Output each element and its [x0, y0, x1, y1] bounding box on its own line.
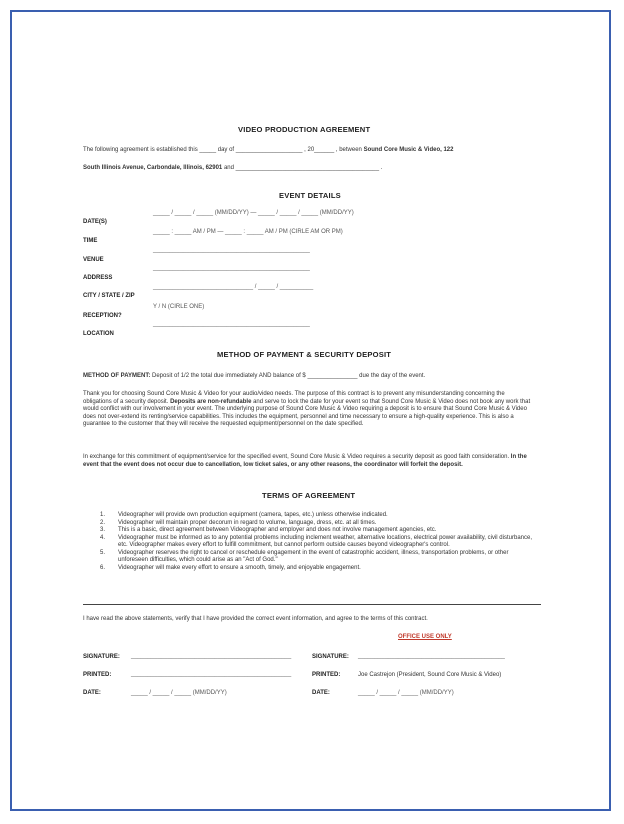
event-field-city [83, 284, 135, 302]
term-text: This is a basic, direct agreement between Videographer and employer and does not involve management agencies, etc. [118, 527, 437, 533]
right-date-field[interactable]: _____ / _____ / _____ (MM/DD/YY) [358, 690, 454, 696]
deposit-text-b: and serve to lock the date for your event so that Sound Core Music & Video does not book any work that would conflict with our involvement in your event. The underlying purpose of Sound Core Music & Video requiring a deposit is to ensure that Sound Core Music & Video does not over-extend its renting/service capabilities. This includes the equipment, personnel and time necessary to ensure a high-quality experience. This is also a guarantee to the customer that they will receive the requested equipment/personnel on the date specified. [83, 398, 531, 428]
term-number: 3. [100, 527, 106, 533]
left-date-field[interactable]: _____ / _____ / _____ (MM/DD/YY) [131, 690, 227, 696]
acknowledgement-text: I have read the above statements, verify that I have provided the correct event information, and agree to the terms of this contract. [83, 616, 428, 622]
left-printed-label: PRINTED: [83, 672, 112, 678]
event-details-heading: EVENT DETAILS [279, 191, 341, 200]
term-item [100, 520, 540, 528]
term-number: 1. [100, 512, 106, 518]
left-signature-label: SIGNATURE: [83, 654, 120, 660]
company-address: South Illinois Avenue, Carbondale, Illinois, 62901 [83, 165, 223, 171]
intro-line-2 [83, 165, 382, 173]
right-printed-value: Joe Castrejon (President, Sound Core Music & Video) [358, 672, 502, 678]
venue-value[interactable]: _______________________________________________ [153, 247, 310, 253]
term-text: Videographer must be informed as to any potential problems including inclement weather, alternative locations, electrical power availability, civil disturbance, etc. Videographer makes every effort to fulfill commitment, but cannot perform outside causes beyond videographer's control. [118, 534, 532, 548]
term-item [100, 512, 540, 520]
event-field-date [83, 210, 107, 228]
term-item [100, 565, 540, 573]
right-date-label: DATE: [312, 690, 330, 696]
city-state-zip-label: CITY / STATE / ZIP [83, 293, 135, 299]
payment-method-text: Deposit of 1/2 the total due immediately AND balance of $ _______________ due the day of the event. [152, 373, 426, 379]
event-field-venue [83, 248, 104, 266]
term-number: 4. [100, 534, 106, 541]
section-divider [83, 604, 541, 605]
term-text: Videographer will maintain proper decorum in regard to volume, language, dress, etc. at all times. [118, 519, 377, 526]
intro-line-1 [83, 147, 453, 155]
term-number: 5. [100, 549, 106, 556]
city-state-zip-value[interactable]: ______________________________ / _____ / __________ [153, 284, 314, 290]
right-signature-label: SIGNATURE: [312, 654, 349, 660]
payment-heading: METHOD OF PAYMENT & SECURITY DEPOSIT [217, 350, 392, 359]
term-text: Videographer will make every effort to ensure a smooth, timely, and enjoyable engagement. [118, 564, 361, 571]
forfeit-paragraph [83, 454, 535, 469]
term-item [100, 527, 540, 535]
intro-text: The following agreement is established this _____ day of ____________________ , 20______ , between [83, 147, 362, 153]
reception-value[interactable]: Y / N (CIRLE ONE) [153, 304, 205, 310]
deposit-paragraph [83, 391, 535, 429]
date-value[interactable]: _____ / _____ / _____ (MM/DD/YY) — _____ / _____ / _____ (MM/DD/YY) [153, 210, 354, 216]
event-field-address [83, 266, 112, 284]
left-date-label: DATE: [83, 690, 101, 696]
office-use-only-label: OFFICE USE ONLY [398, 634, 452, 640]
payment-method-label: METHOD OF PAYMENT: [83, 373, 151, 379]
location-value[interactable]: _______________________________________________ [153, 321, 310, 327]
right-printed-label: PRINTED: [312, 672, 341, 678]
time-value[interactable]: _____ : _____ AM / PM — _____ : _____ AM / PM (CIRLE AM OR PM) [153, 229, 343, 235]
time-label: TIME [83, 238, 98, 244]
reception-label: RECEPTION? [83, 313, 122, 319]
event-field-location [83, 322, 114, 340]
forfeit-text: In exchange for this commitment of equipment/service for the specified event, Sound Core Music & Video requires a security deposit as good faith consideration. [83, 454, 510, 460]
address-value[interactable]: _______________________________________________ [153, 265, 310, 271]
company-name: Sound Core Music & Video, 122 [363, 147, 454, 153]
event-field-time [83, 229, 97, 247]
forfeit-bold-text: In the event that the event does not occur due to cancellation, low ticket sales, or any other reasons, the coordinator will forfeit the deposit. [83, 454, 527, 468]
left-signature-field[interactable]: ________________________________________________ [131, 653, 292, 659]
term-number: 2. [100, 519, 106, 526]
term-number: 6. [100, 564, 106, 571]
event-field-reception [83, 304, 122, 322]
term-item [100, 535, 540, 550]
term-text: Videographer will provide own production equipment (camera, tapes, etc.) unless otherwise indicated. [118, 512, 388, 518]
intro-text-2: and ___________________________________________ . [223, 165, 383, 171]
terms-heading: TERMS OF AGREEMENT [262, 491, 356, 500]
date-label: DATE(S) [83, 219, 107, 225]
deposit-text-a: Thank you for choosing Sound Core Music & Video for your audio/video needs. The purpose of this contract is to prevent any misunderstanding concerning the obligations of a security deposit. [83, 391, 505, 405]
document-title: VIDEO PRODUCTION AGREEMENT [238, 125, 371, 134]
deposit-nonrefundable: Deposits are non-refundable [170, 398, 252, 405]
left-printed-field[interactable]: ________________________________________________ [131, 671, 292, 677]
venue-label: VENUE [83, 257, 104, 263]
term-item [100, 550, 540, 565]
right-signature-field[interactable]: ____________________________________________ [358, 653, 505, 659]
location-label: LOCATION [83, 331, 114, 337]
payment-method-row [83, 373, 425, 381]
terms-list [100, 512, 540, 572]
term-text: Videographer reserves the right to cancel or reschedule engagement in the event of catastrophic accident, illness, transportation problems, or other unforeseen difficulties, which could arise as an "Act of God." [118, 549, 509, 563]
address-label: ADDRESS [83, 275, 113, 281]
